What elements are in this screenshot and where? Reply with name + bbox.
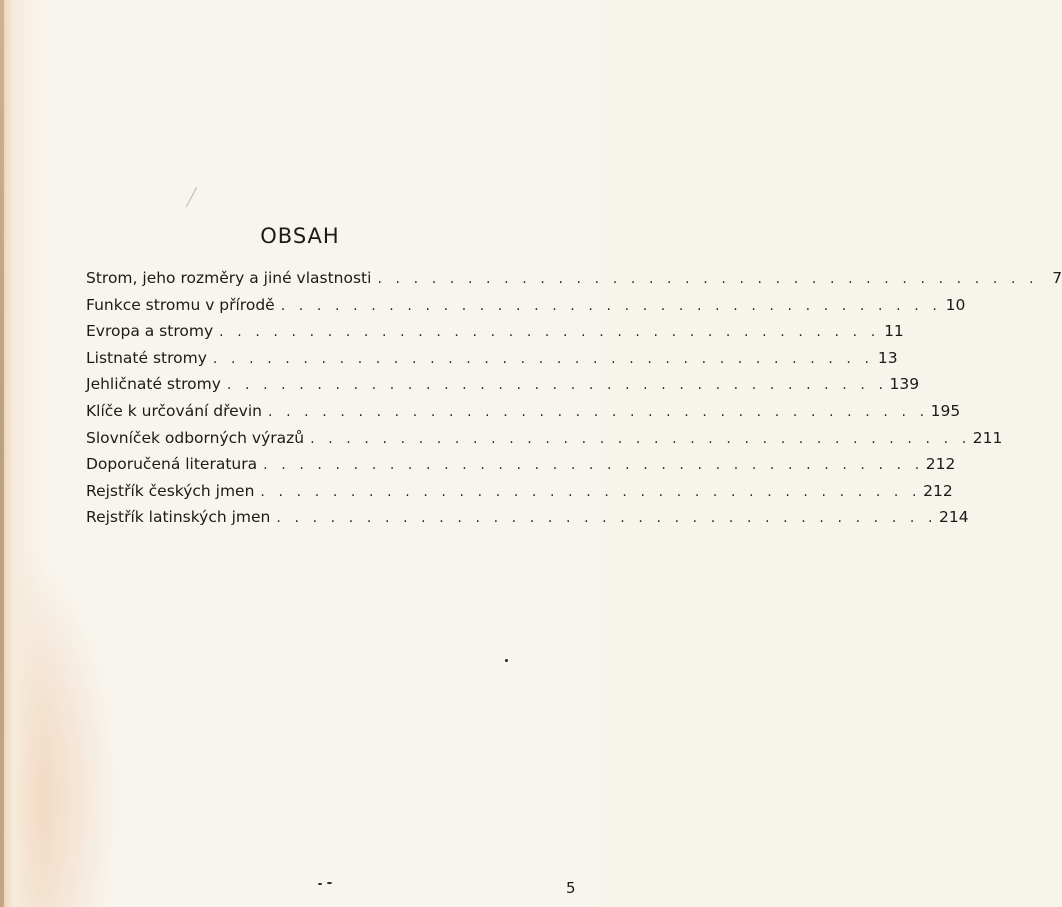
toc-entry-title: Rejstřík latinských jmen <box>86 508 271 527</box>
page-number: 5 <box>566 879 576 897</box>
toc-entry-title: Rejstřík českých jmen <box>86 481 255 500</box>
dot-leader: . . . . . . . . . . . . . . . . . . . . . . . . . . . . . . . . . . . . . <box>267 403 929 420</box>
toc-entry <box>86 478 953 505</box>
toc-entry <box>86 451 956 478</box>
toc-entry-page: 7 <box>1052 269 1062 287</box>
ink-speck <box>505 659 508 662</box>
toc-entry <box>86 398 961 425</box>
dot-leader: . . . . . . . . . . . . . . . . . . . . . . . . . . . . . . . . . . . . . <box>226 377 888 394</box>
toc-entry-title: Listnaté stromy <box>86 348 207 367</box>
ink-speck <box>327 882 332 884</box>
toc-entry-page: 212 <box>923 481 953 500</box>
ink-speck <box>318 883 322 885</box>
dot-leader: . . . . . . . . . . . . . . . . . . . . . . . . . . . . . . . . . . . . . <box>276 510 938 527</box>
toc-entry-title: Jehličnaté stromy <box>86 375 221 394</box>
dot-leader: . . . . . . . . . . . . . . . . . . . . . . . . . . . . . . . . . . . . . <box>377 271 1039 287</box>
dot-leader: . . . . . . . . . . . . . . . . . . . . . . . . . . . . . . . . . . . . . <box>310 430 971 447</box>
page-title: OBSAH <box>260 224 340 249</box>
toc-entry <box>86 265 1062 292</box>
toc-entry-title: Klíče k určování dřevin <box>86 401 262 420</box>
dot-leader: . . . . . . . . . . . . . . . . . . . . . . . . . . . . . . . . . . . . . <box>212 350 874 367</box>
dot-leader: . . . . . . . . . . . . . . . . . . . . . . . . . . . . . . . . . . . . . <box>219 324 880 341</box>
toc-entry <box>86 371 920 398</box>
toc-entry-title: Strom, jeho rozměry a jiné vlastnosti <box>86 269 372 287</box>
toc-entry-page: 139 <box>889 375 920 394</box>
toc-entry-page: 11 <box>884 322 904 341</box>
table-of-contents <box>86 265 1062 531</box>
toc-entry-page: 10 <box>945 295 966 314</box>
toc-entry <box>86 345 898 372</box>
dot-leader: . . . . . . . . . . . . . . . . . . . . . . . . . . . . . . . . . . . . . <box>263 457 924 474</box>
toc-entry-title: Evropa a stromy <box>86 322 214 341</box>
toc-entry <box>86 425 1003 452</box>
dot-leader: . . . . . . . . . . . . . . . . . . . . . . . . . . . . . . . . . . . . . <box>260 483 922 500</box>
toc-entry <box>86 318 904 345</box>
toc-entry-title: Funkce stromu v přírodě <box>86 295 275 314</box>
toc-entry-page: 212 <box>925 455 956 474</box>
page-binding-edge <box>0 0 4 907</box>
pencil-mark <box>186 187 197 207</box>
toc-entry-page: 214 <box>939 508 969 527</box>
toc-entry-page: 195 <box>930 401 961 420</box>
toc-entry <box>86 504 969 531</box>
dot-leader: . . . . . . . . . . . . . . . . . . . . . . . . . . . . . . . . . . . . . <box>280 297 942 314</box>
toc-entry-title: Doporučená literatura <box>86 455 258 474</box>
toc-entry-title: Slovníček odborných výrazů <box>86 428 305 447</box>
toc-entry-page: 13 <box>877 348 898 367</box>
toc-entry-page: 211 <box>972 428 1003 447</box>
toc-entry <box>86 292 966 319</box>
